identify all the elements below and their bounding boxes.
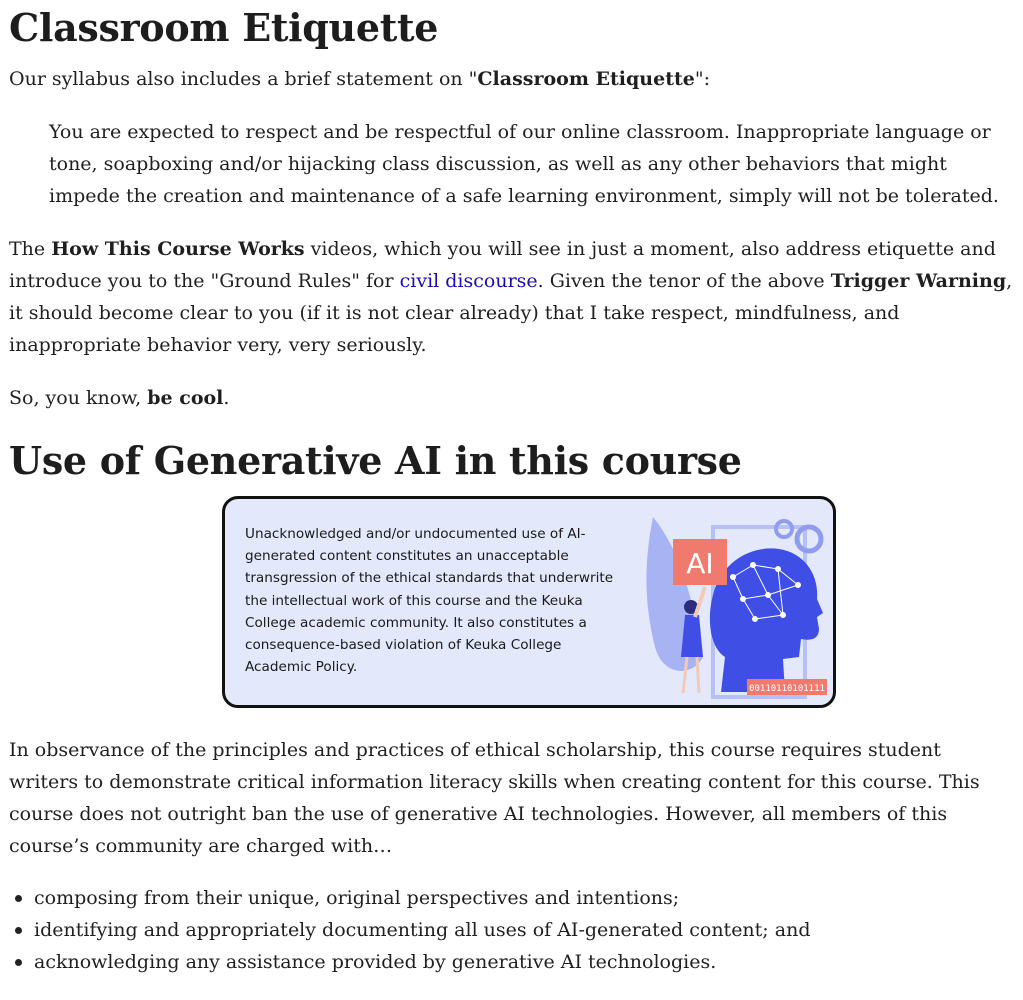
- p2-text-4: , it should become clear to you (if it is not clear already) that I take respect, mindfulness, and inappropriate behavior very, very seriously.: [9, 270, 1013, 356]
- p2-text-1: The: [9, 238, 52, 260]
- be-cool-paragraph: [9, 382, 1014, 414]
- bullet-icon: [15, 959, 22, 966]
- bullet-icon: [15, 895, 22, 902]
- ai-policy-banner: [222, 496, 836, 708]
- list-item: [9, 914, 810, 946]
- p2-bold-how-this-course-works: How This Course Works: [51, 238, 305, 260]
- etiquette-blockquote: You are expected to respect and be respectful of our online classroom. Inappropriate language or tone, soapboxing and/or hijacking class discussion, as well as any other behaviors that might impede the creation and maintenance of a safe learning environment, simply will not be tolerated.: [49, 121, 999, 207]
- bullet-icon: [15, 927, 22, 934]
- intro-bold: Classroom Etiquette: [477, 68, 695, 90]
- section-heading-classroom-etiquette: Classroom Etiquette: [9, 5, 439, 50]
- person-leg-right: [697, 657, 699, 693]
- intro-prefix: Our syllabus also includes a brief statement on ": [9, 68, 478, 90]
- list-item-text: identifying and appropriately documenting all uses of AI-generated content; and: [34, 919, 811, 941]
- ai-policy-banner-text: Unacknowledged and/or undocumented use of AI-generated content constitutes an unacceptable transgression of the ethical standards that underwrite the intellectual work of this course and the Keuka College academic community. It also constitutes a consequence-based violation of Keuka College Academic Policy.: [245, 526, 614, 676]
- list-item: [9, 882, 810, 914]
- list-item-text: composing from their unique, original perspectives and intentions;: [34, 887, 680, 909]
- gear-large-icon: [797, 527, 821, 551]
- p3-text-2: .: [223, 387, 230, 409]
- p3-text-1: So, you know,: [9, 387, 148, 409]
- ai-responsibilities-list: [9, 882, 810, 978]
- section-heading-generative-ai: Use of Generative AI in this course: [9, 438, 742, 483]
- ai-label: AI: [686, 547, 714, 580]
- p2-text-3: . Given the tenor of the above: [537, 270, 831, 292]
- ai-policy-paragraph: In observance of the principles and practices of ethical scholarship, this course requires student writers to demonstrate critical information literacy skills when creating content for this course. This course does not outright ban the use of generative AI technologies. However, all members of this course’s community are charged with…: [9, 739, 980, 857]
- list-item-text: acknowledging any assistance provided by generative AI technologies.: [34, 951, 717, 973]
- list-item: [9, 946, 810, 978]
- ai-head-illustration: [633, 507, 829, 703]
- p3-bold-be-cool: be cool: [147, 387, 224, 409]
- civil-discourse-link[interactable]: civil discourse: [399, 270, 538, 292]
- p2-bold-trigger-warning: Trigger Warning: [830, 270, 1007, 292]
- intro-suffix: ":: [694, 68, 710, 90]
- binary-label: 00110110101111: [749, 684, 825, 694]
- intro-paragraph: [9, 63, 1014, 95]
- person-arm: [695, 587, 705, 617]
- p2-text-2: videos, which you will see in just a moment, also address etiquette and introduce you to the "Ground Rules" for: [9, 238, 996, 292]
- how-course-works-paragraph: [9, 233, 1014, 361]
